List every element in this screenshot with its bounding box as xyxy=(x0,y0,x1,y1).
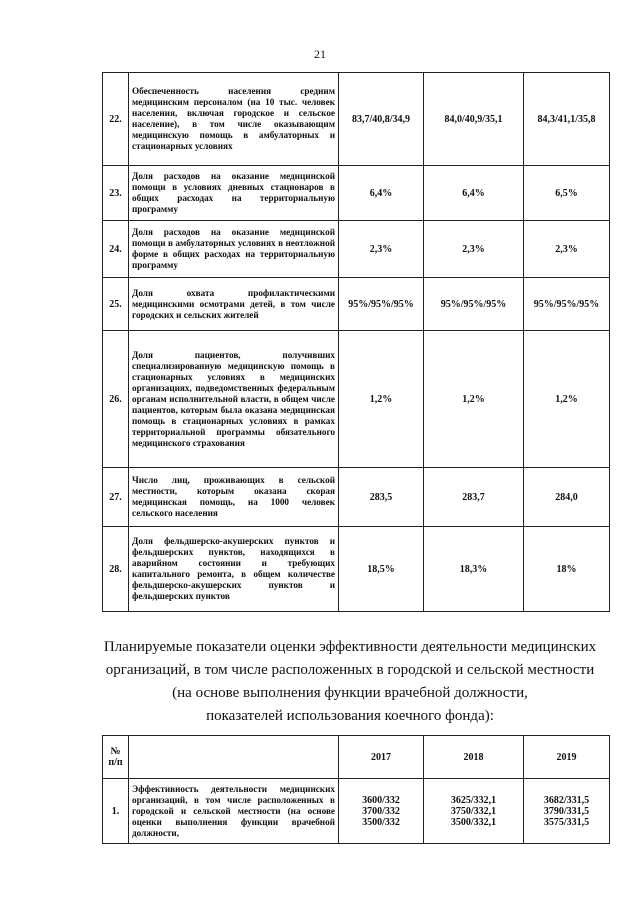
value-line: 3500/332,1 xyxy=(450,816,497,828)
value-2018 xyxy=(424,779,524,844)
header-2018: 2018 xyxy=(424,736,524,779)
row-description: Доля охвата профилактическими медицинскими осмотрами детей, в том числе городских и сельских жителей xyxy=(129,278,339,331)
value-line: 3750/332,1 xyxy=(450,805,497,817)
value-2017: 6,4% xyxy=(339,166,424,221)
section-heading xyxy=(60,636,640,728)
header-description xyxy=(129,736,339,779)
header-number: № п/п xyxy=(103,736,129,779)
value-2017: 18,5% xyxy=(339,527,424,612)
row-description: Доля пациентов, получивших специализированную медицинскую помощь в стационарных условиях в медицинских организациях, подведомственных федеральным органам исполнительной власти, в общем числе пациентов, которым была оказана медицинская помощь в стационарных условиях в рамках территориальной программы обязательного медицинского страхования xyxy=(129,331,339,468)
value-2018: 84,0/40,9/35,1 xyxy=(424,73,524,166)
value-2019: 95%/95%/95% xyxy=(524,278,610,331)
value-2018: 283,7 xyxy=(424,468,524,527)
value-2017: 2,3% xyxy=(339,221,424,278)
row-number: 22. xyxy=(103,73,129,166)
table-header-row xyxy=(103,736,610,779)
value-line: 3625/332,1 xyxy=(450,794,497,806)
value-2019: 284,0 xyxy=(524,468,610,527)
row-number: 23. xyxy=(103,166,129,221)
row-description: Доля расходов на оказание медицинской помощи в условиях дневных стационаров в общих расходах на территориальную программу xyxy=(129,166,339,221)
value-2018: 1,2% xyxy=(424,331,524,468)
table-row xyxy=(103,331,610,468)
value-line: 3600/332 xyxy=(362,794,400,806)
header-2019: 2019 xyxy=(524,736,610,779)
value-2019: 6,5% xyxy=(524,166,610,221)
table-row xyxy=(103,468,610,527)
value-line: 3500/332 xyxy=(362,816,400,828)
value-line: 3682/331,5 xyxy=(543,794,590,806)
value-line: 3700/332 xyxy=(362,805,400,817)
value-2019 xyxy=(524,779,610,844)
value-line: 3575/331,5 xyxy=(543,816,590,828)
value-2018: 2,3% xyxy=(424,221,524,278)
value-2017: 1,2% xyxy=(339,331,424,468)
row-number: 28. xyxy=(103,527,129,612)
heading-line: Планируемые показатели оценки эффективности деятельности медицинских xyxy=(103,639,597,655)
value-2018: 95%/95%/95% xyxy=(424,278,524,331)
value-2017 xyxy=(339,779,424,844)
value-2017: 83,7/40,8/34,9 xyxy=(339,73,424,166)
row-number: 27. xyxy=(103,468,129,527)
row-number: 1. xyxy=(103,779,129,844)
value-2019: 2,3% xyxy=(524,221,610,278)
value-2017: 283,5 xyxy=(339,468,424,527)
value-2019: 1,2% xyxy=(524,331,610,468)
row-number: 25. xyxy=(103,278,129,331)
value-2019: 18% xyxy=(524,527,610,612)
table-row xyxy=(103,221,610,278)
page-number: 21 xyxy=(314,47,326,61)
row-number: 24. xyxy=(103,221,129,278)
table-row xyxy=(103,527,610,612)
value-line: 3790/331,5 xyxy=(543,805,590,817)
row-description: Доля фельдшерско-акушерских пунктов и фельдшерских пунктов, находящихся в аварийном состоянии и требующих капитального ремонта, в общем количестве фельдшерско-акушерских пунктов и фельдшерских пунктов xyxy=(129,527,339,612)
value-2019: 84,3/41,1/35,8 xyxy=(524,73,610,166)
table-row xyxy=(103,73,610,166)
efficiency-table xyxy=(102,735,610,844)
row-description: Доля расходов на оказание медицинской помощи в амбулаторных условиях в неотложной форме в общих расходах на территориальную программу xyxy=(129,221,339,278)
header-2017: 2017 xyxy=(339,736,424,779)
heading-line: (на основе выполнения функции врачебной должности, xyxy=(172,685,528,701)
heading-line: показателей использования коечного фонда): xyxy=(206,708,494,724)
value-2017: 95%/95%/95% xyxy=(339,278,424,331)
indicators-table xyxy=(102,72,610,612)
row-description: Эффективность деятельности медицинских организаций, в том числе расположенных в городской и сельской местности (на основе оценки выполнения функции врачебной должности, xyxy=(129,779,339,844)
value-2018: 18,3% xyxy=(424,527,524,612)
table-row xyxy=(103,779,610,844)
table-row xyxy=(103,166,610,221)
row-description: Число лиц, проживающих в сельской местности, которым оказана скорая медицинская помощь, на 1000 человек сельского населения xyxy=(129,468,339,527)
value-2018: 6,4% xyxy=(424,166,524,221)
row-number: 26. xyxy=(103,331,129,468)
table-row xyxy=(103,278,610,331)
heading-line: организаций, в том числе расположенных в городской и сельской местности xyxy=(105,662,595,678)
row-description: Обеспеченность населения средним медицинским персоналом (на 10 тыс. человек населения, включая городское и сельское население), в том числе оказывающим медицинскую помощь в амбулаторных и стационарных условиях xyxy=(129,73,339,166)
